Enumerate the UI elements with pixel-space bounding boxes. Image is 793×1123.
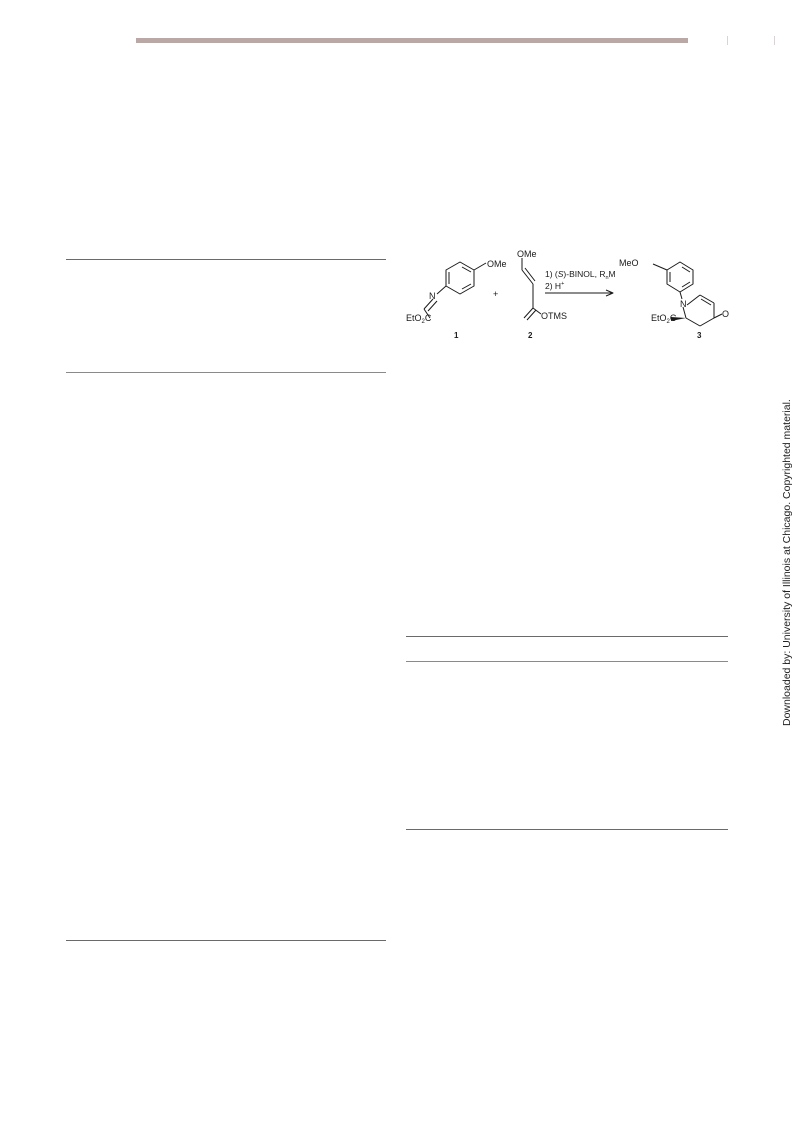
- table-top-rule: [66, 259, 386, 260]
- page-corner-mark: [727, 36, 728, 45]
- plus-sign: +: [493, 289, 499, 299]
- table-bottom-rule: [66, 940, 386, 941]
- download-watermark: Downloaded by: University of Illinois at Chicago. Copyrighted material.: [781, 399, 793, 726]
- compound-1-methoxy-label: OMe: [487, 259, 507, 269]
- table-header-rule: [66, 372, 386, 373]
- compound-3-ester-label: EtO$_2$C: [651, 313, 677, 325]
- compound-3-ring-nitrogen: N: [680, 299, 687, 309]
- page-corner-mark: [774, 36, 775, 45]
- compound-3-carbonyl-oxygen: O: [722, 309, 730, 319]
- compound-2-methoxy-label: OMe: [517, 249, 537, 259]
- compound-2-number: 2: [528, 331, 533, 340]
- compound-1-ester-label: EtO$_2$C: [406, 313, 432, 325]
- compound-1-imine-nitrogen: N: [429, 291, 436, 301]
- scheme-graphic: [400, 248, 740, 348]
- compound-3-methoxy-label: MeO: [619, 258, 639, 268]
- condition-step-2: 2) H+: [545, 281, 565, 291]
- table-header-rule: [406, 661, 728, 662]
- table-bottom-rule: [406, 829, 728, 830]
- compound-3-number: 3: [697, 331, 702, 340]
- running-header-bar: [136, 38, 688, 43]
- condition-step-1: 1) (S)-BINOL, $R_nM$: [545, 269, 616, 281]
- compound-3-aryl-ring: [667, 262, 693, 292]
- compound-2-silyl-label: OTMS: [541, 311, 567, 321]
- table-top-rule: [406, 636, 728, 637]
- reaction-scheme: [400, 248, 740, 348]
- compound-1-number: 1: [454, 331, 459, 340]
- compound-1-aryl-ring: [446, 262, 474, 294]
